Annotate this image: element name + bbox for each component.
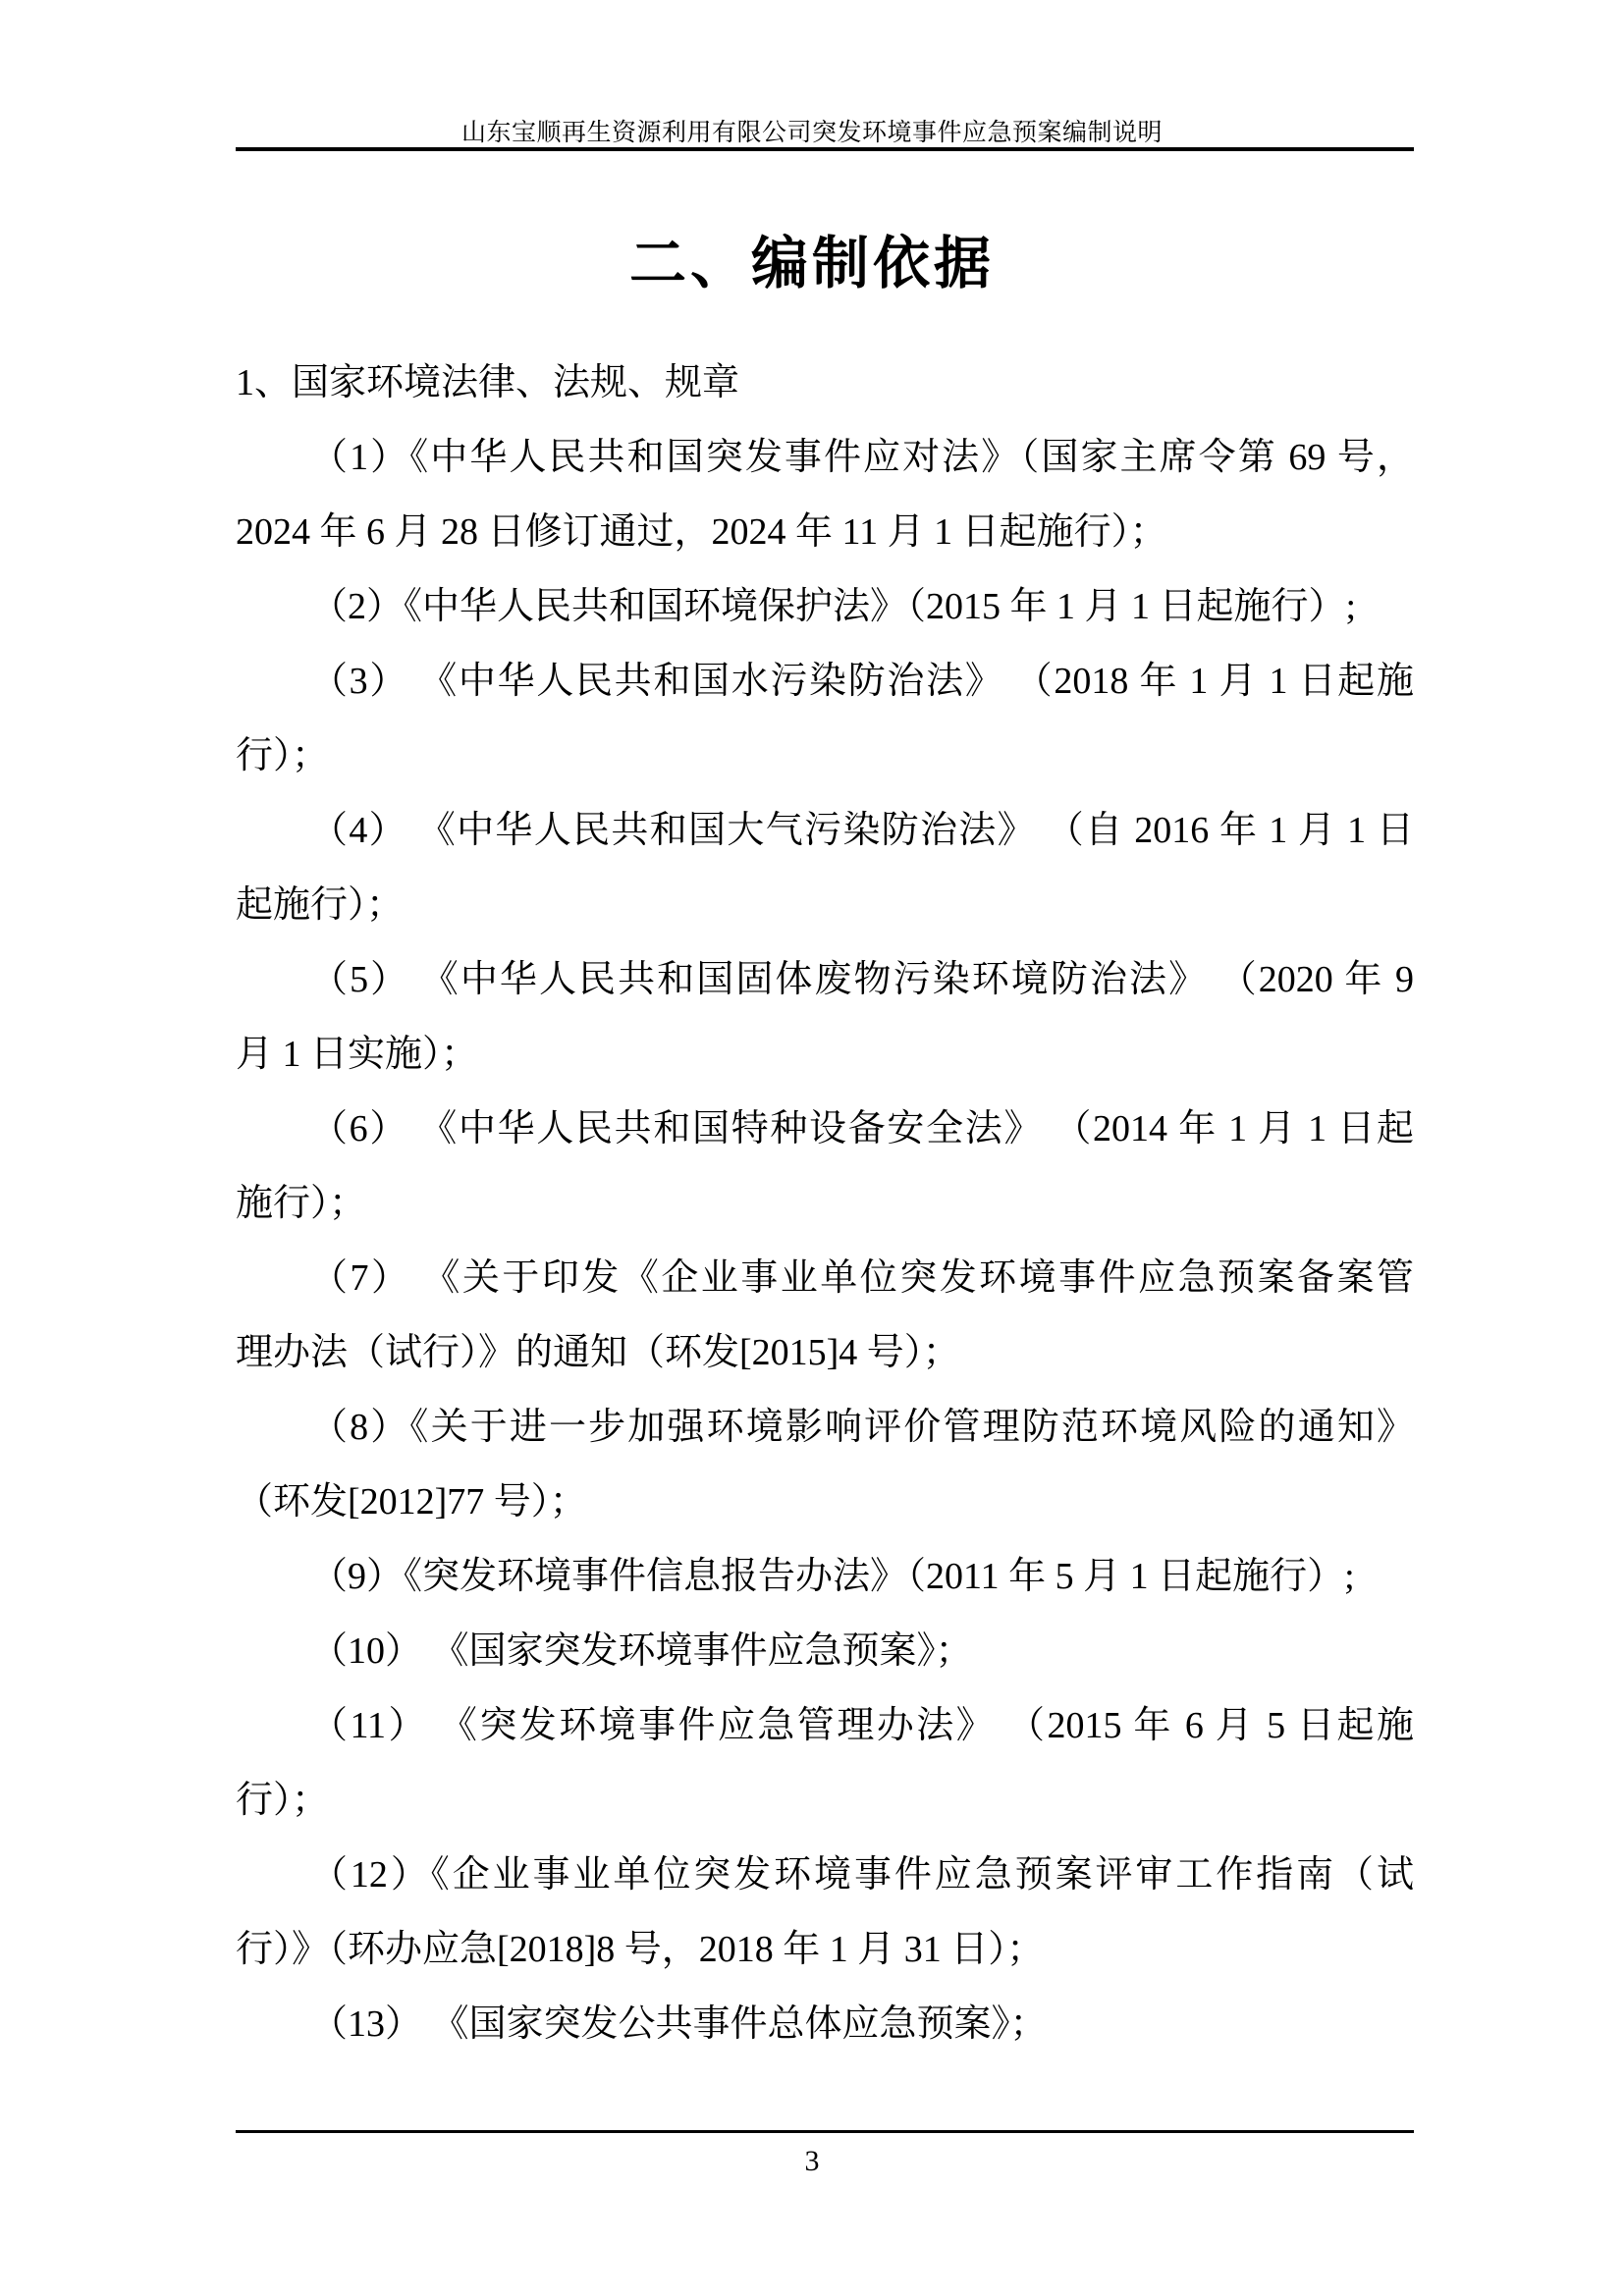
body-line: 行）； (236, 1780, 330, 1821)
body-line: （1）《中华人民共和国突发事件应对法》（国家主席令第 69 号， (310, 437, 1414, 478)
body-line: 起施行）； (236, 884, 405, 926)
body-line: （13） 《国家突发公共事件总体应急预案》； (310, 2003, 1048, 2045)
page-header-title: 山东宝顺再生资源利用有限公司突发环境事件应急预案编制说明 (460, 120, 1163, 146)
body-lines (236, 346, 1414, 2061)
page-number: 3 (804, 2145, 820, 2177)
footer-rule (236, 2130, 1414, 2133)
body-line: 月 1 日实施）； (236, 1034, 479, 1075)
body-line: （环发[2012]77 号）； (236, 1481, 587, 1522)
body-line: （6） 《中华人民共和国特种设备安全法》 （2014 年 1 月 1 日起 (310, 1108, 1414, 1149)
body-line: 行）； (236, 735, 330, 776)
body-line: 1、国家环境法律、法规、规章 (236, 362, 740, 403)
body-line: （9）《突发环境事件信息报告办法》（2011 年 5 月 1 日起施行）; (310, 1556, 1355, 1597)
body-line: 2024 年 6 月 28 日修订通过，2024 年 11 月 1 日起施行）； (236, 511, 1167, 553)
body-line: 理办法（试行）》的通知（环发[2015]4 号）； (236, 1332, 960, 1373)
body-line: （8）《关于进一步加强环境影响评价管理防范环境风险的通知》 (310, 1407, 1414, 1448)
body-line: （11） 《突发环境事件应急管理办法》 （2015 年 6 月 5 日起施 (310, 1705, 1414, 1746)
body-line: 行）》（环办应急[2018]8 号，2018 年 1 月 31 日）； (236, 1929, 1045, 1970)
body-line: （7） 《关于印发《企业事业单位突发环境事件应急预案备案管 (310, 1257, 1414, 1299)
body-line: （2）《中华人民共和国环境保护法》（2015 年 1 月 1 日起施行）; (310, 586, 1357, 627)
body-line: （5） 《中华人民共和国固体废物污染环境防治法》 （2020 年 9 (310, 959, 1414, 1000)
section-title: 二、编制依据 (628, 232, 995, 295)
body-line: 施行）； (236, 1183, 367, 1224)
body-line: （4） 《中华人民共和国大气污染防治法》 （自 2016 年 1 月 1 日 (310, 810, 1414, 851)
body-line: （10） 《国家突发环境事件应急预案》； (310, 1630, 973, 1672)
header-rule (236, 147, 1414, 151)
body-line: （12）《企业事业单位突发环境事件应急预案评审工作指南（试 (310, 1854, 1414, 1896)
body-line: （3） 《中华人民共和国水污染防治法》 （2018 年 1 月 1 日起施 (310, 661, 1414, 702)
